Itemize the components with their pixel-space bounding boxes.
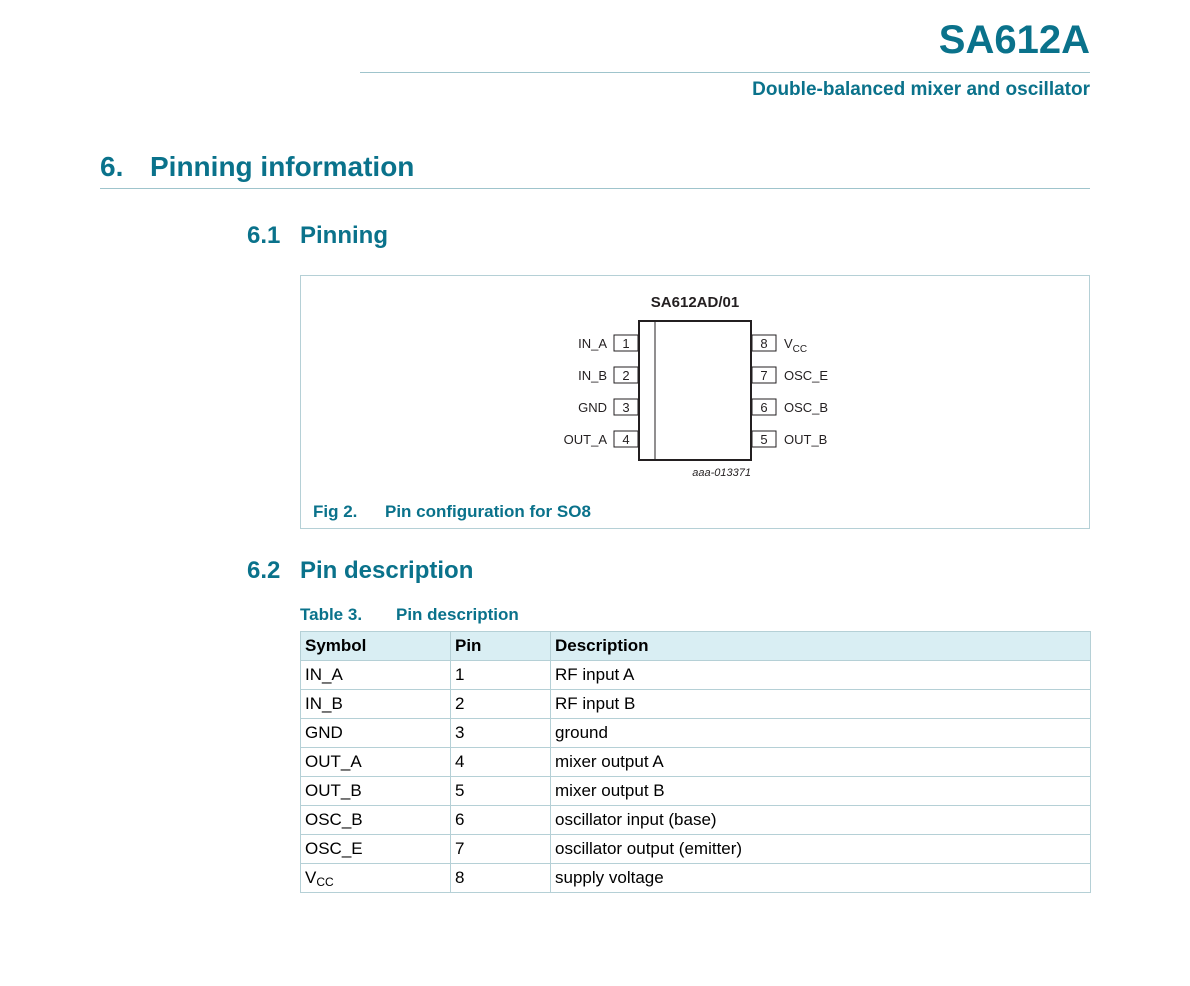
figure-caption bbox=[313, 502, 591, 522]
cell-pin: 6 bbox=[451, 806, 551, 835]
symbol-text: IN_A bbox=[305, 665, 343, 684]
pin-label: IN_A bbox=[578, 336, 607, 351]
column-header-pin: Pin bbox=[451, 632, 551, 661]
cell-description: oscillator output (emitter) bbox=[551, 835, 1091, 864]
pin-number: 3 bbox=[622, 400, 630, 415]
cell-pin: 8 bbox=[451, 864, 551, 893]
column-header-symbol: Symbol bbox=[301, 632, 451, 661]
table-row bbox=[301, 806, 1091, 835]
symbol-text: OSC_B bbox=[305, 810, 363, 829]
subsection-heading-pinning bbox=[247, 222, 388, 251]
pin-configuration-figure bbox=[300, 275, 1090, 529]
cell-symbol bbox=[301, 661, 451, 690]
pin-label bbox=[784, 432, 827, 447]
figure-caption-label: Fig 2. bbox=[313, 502, 358, 521]
figure-caption-text: Pin configuration for SO8 bbox=[385, 502, 591, 521]
section-divider bbox=[100, 188, 1090, 189]
pin-label-main: OSC_B bbox=[784, 400, 829, 415]
cell-symbol bbox=[301, 864, 451, 893]
table-row bbox=[301, 748, 1091, 777]
subsection-number: 6.2 bbox=[247, 557, 281, 584]
table-caption-label: Table 3. bbox=[300, 605, 363, 624]
right-pin-group bbox=[752, 335, 828, 447]
cell-symbol bbox=[301, 777, 451, 806]
cell-description: RF input B bbox=[551, 690, 1091, 719]
section-heading bbox=[100, 150, 414, 184]
left-pin-group bbox=[564, 335, 638, 447]
table-caption-text: Pin description bbox=[396, 605, 519, 624]
subsection-number: 6.1 bbox=[247, 222, 281, 249]
pin-label: IN_B bbox=[578, 368, 607, 383]
table-row bbox=[301, 777, 1091, 806]
subsection-heading-pin-description bbox=[247, 557, 473, 586]
pin-label bbox=[784, 400, 828, 415]
symbol-text: OSC_E bbox=[305, 839, 363, 858]
table-header-row bbox=[301, 632, 1091, 661]
header-divider bbox=[360, 72, 1090, 73]
document-title: SA612A bbox=[938, 18, 1090, 62]
cell-description: ground bbox=[551, 719, 1091, 748]
pin-number: 6 bbox=[760, 400, 768, 415]
cell-description: mixer output B bbox=[551, 777, 1091, 806]
pin-label: GND bbox=[578, 400, 607, 415]
table-row bbox=[301, 690, 1091, 719]
table-row bbox=[301, 719, 1091, 748]
column-header-description: Description bbox=[551, 632, 1091, 661]
cell-symbol bbox=[301, 690, 451, 719]
subsection-title: Pin description bbox=[300, 557, 474, 584]
subsection-title: Pinning bbox=[300, 222, 388, 249]
symbol-text: OUT_B bbox=[305, 781, 362, 800]
part-number-label: SA612AD/01 bbox=[650, 294, 740, 311]
cell-symbol bbox=[301, 806, 451, 835]
cell-pin: 4 bbox=[451, 748, 551, 777]
pin-number: 2 bbox=[622, 368, 630, 383]
cell-pin: 3 bbox=[451, 719, 551, 748]
pin-number: 1 bbox=[622, 336, 630, 351]
pin-number: 4 bbox=[622, 432, 630, 447]
symbol-text: IN_B bbox=[305, 694, 343, 713]
ic-package-body bbox=[639, 321, 751, 460]
symbol-text: OUT_A bbox=[305, 752, 362, 771]
cell-symbol bbox=[301, 719, 451, 748]
symbol-text: V bbox=[305, 868, 317, 887]
pin-number: 7 bbox=[760, 368, 768, 383]
symbol-subscript: CC bbox=[316, 875, 334, 889]
pin-label-main: V bbox=[784, 336, 793, 351]
cell-description: oscillator input (base) bbox=[551, 806, 1091, 835]
cell-pin: 2 bbox=[451, 690, 551, 719]
section-number: 6. bbox=[100, 151, 124, 182]
pin-label: OUT_A bbox=[563, 432, 607, 447]
section-title: Pinning information bbox=[150, 151, 415, 182]
cell-symbol bbox=[301, 835, 451, 864]
table-caption bbox=[300, 605, 519, 625]
cell-description: supply voltage bbox=[551, 864, 1091, 893]
document-subtitle: Double-balanced mixer and oscillator bbox=[752, 79, 1090, 100]
symbol-text: GND bbox=[305, 723, 343, 742]
table-row bbox=[301, 864, 1091, 893]
cell-symbol bbox=[301, 748, 451, 777]
cell-description: RF input A bbox=[551, 661, 1091, 690]
pin-label bbox=[784, 368, 828, 383]
pin-number: 5 bbox=[760, 432, 768, 447]
pin-diagram bbox=[301, 276, 1089, 528]
pin-label bbox=[784, 336, 807, 355]
pin-label-subscript: CC bbox=[792, 344, 808, 355]
pin-label-main: OSC_E bbox=[784, 368, 829, 383]
pin-description-table bbox=[300, 631, 1091, 893]
pin-label-main: OUT_B bbox=[784, 432, 828, 447]
cell-description: mixer output A bbox=[551, 748, 1091, 777]
cell-pin: 1 bbox=[451, 661, 551, 690]
pin-number: 8 bbox=[760, 336, 768, 351]
table-row bbox=[301, 835, 1091, 864]
drawing-id: aaa-013371 bbox=[692, 467, 751, 479]
cell-pin: 7 bbox=[451, 835, 551, 864]
table-row bbox=[301, 661, 1091, 690]
cell-pin: 5 bbox=[451, 777, 551, 806]
